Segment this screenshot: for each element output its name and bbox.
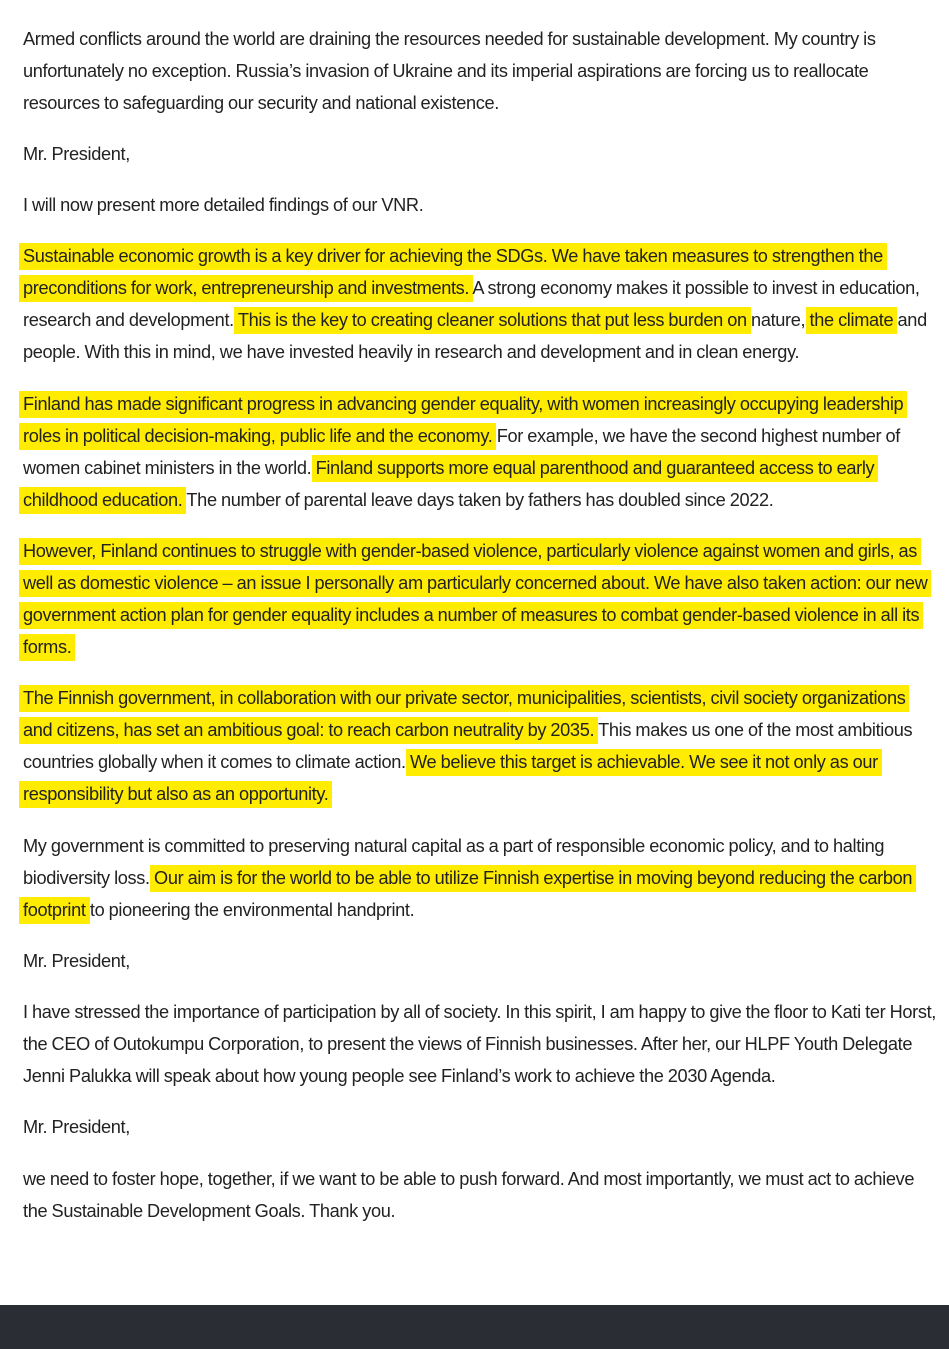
highlighted-text: However, Finland continues to struggle with gender-based violence, particularly violence against women and girls, as well as domestic violence – an issue I personally am particularly concerned about. We have also taken action: our new government action plan for gender equality includes a number of measures to combat gender-based violence in all its forms. bbox=[23, 538, 927, 661]
highlighted-text: The Finnish government, in collaboration with our private sector, municipalities, scientists, civil society organizations and citizens, has set an ambitious goal: to reach carbon neutrality by 2035. bbox=[23, 685, 905, 744]
paragraph-text: Armed conflicts around the world are draining the resources needed for sustainable development. My country is unfortunately no exception. Russia’s invasion of Ukraine and its imperial aspirations are forcing us to reallocate resources to safeguarding our security and national existence. bbox=[23, 29, 876, 113]
paragraph-salutation bbox=[23, 138, 938, 170]
paragraph-gender-violence bbox=[23, 535, 938, 663]
highlighted-text: We believe this target is achievable. We see it not only as our responsibility but also as an opportunity. bbox=[23, 749, 878, 808]
paragraph-text: I have stressed the importance of participation by all of society. In this spirit, I am happy to give the floor to Kati ter Horst, the CEO of Outokumpu Corporation, to present the views of Finnish businesses. After her, our HLPF Youth Delegate Jenni Palukka will speak about how young people see Finland’s work to achieve the 2030 Agenda. bbox=[23, 1002, 937, 1086]
paragraph-text: Mr. President, bbox=[23, 1117, 130, 1137]
paragraph-text: The number of parental leave days taken by fathers has doubled since 2022. bbox=[182, 490, 774, 510]
paragraph-text: to pioneering the environmental handprint. bbox=[85, 900, 415, 920]
paragraph-text: Mr. President, bbox=[23, 951, 130, 971]
paragraph-participation bbox=[23, 996, 938, 1092]
paragraph-natural-capital bbox=[23, 830, 938, 926]
paragraph-text: My government is committed to preserving natural capital as a part of responsible economic policy, and to halting biodiversity loss. bbox=[23, 836, 885, 888]
highlighted-text: Sustainable economic growth is a key driver for achieving the SDGs. We have taken measures to strengthen the preconditions for work, entrepreneurship and investments. bbox=[23, 243, 883, 302]
highlighted-text: the climate bbox=[810, 307, 894, 334]
paragraph-salutation bbox=[23, 945, 938, 977]
paragraph-text: nature, bbox=[746, 310, 810, 330]
footer-bar bbox=[0, 1305, 949, 1349]
paragraph-vnr-intro bbox=[23, 189, 938, 221]
paragraph-text: Mr. President, bbox=[23, 144, 130, 164]
paragraph-text: we need to foster hope, together, if we want to be able to push forward. And most importantly, we must act to achieve the Sustainable Development Goals. Thank you. bbox=[23, 1169, 915, 1221]
speech-body bbox=[23, 23, 938, 1227]
paragraph-text: I will now present more detailed findings of our VNR. bbox=[23, 195, 424, 215]
paragraph-text: This makes us one of the most ambitious countries globally when it comes to climate action. bbox=[23, 720, 913, 772]
paragraph-text: A strong economy makes it possible to invest in education, research and development. bbox=[23, 278, 920, 330]
paragraph-salutation bbox=[23, 1111, 938, 1143]
paragraph-text: and people. With this in mind, we have invested heavily in research and development and in clean energy. bbox=[23, 310, 927, 362]
paragraph-closing bbox=[23, 1163, 938, 1227]
paragraph-carbon-neutrality bbox=[23, 682, 938, 810]
highlighted-text: Finland has made significant progress in advancing gender equality, with women increasingly occupying leadership roles in political decision-making, public life and the economy. bbox=[23, 391, 903, 450]
paragraph-text: For example, we have the second highest number of women cabinet ministers in the world. bbox=[23, 426, 900, 478]
paragraph-gender-equality bbox=[23, 388, 938, 516]
paragraph-economic-growth bbox=[23, 240, 938, 368]
highlighted-text: Our aim is for the world to be able to utilize Finnish expertise in moving beyond reducing the carbon footprint bbox=[23, 865, 912, 924]
highlighted-text: Finland supports more equal parenthood and guaranteed access to early childhood education. bbox=[23, 455, 874, 514]
highlighted-text: This is the key to creating cleaner solutions that put less burden on bbox=[238, 307, 747, 334]
paragraph-armed-conflicts bbox=[23, 23, 938, 119]
